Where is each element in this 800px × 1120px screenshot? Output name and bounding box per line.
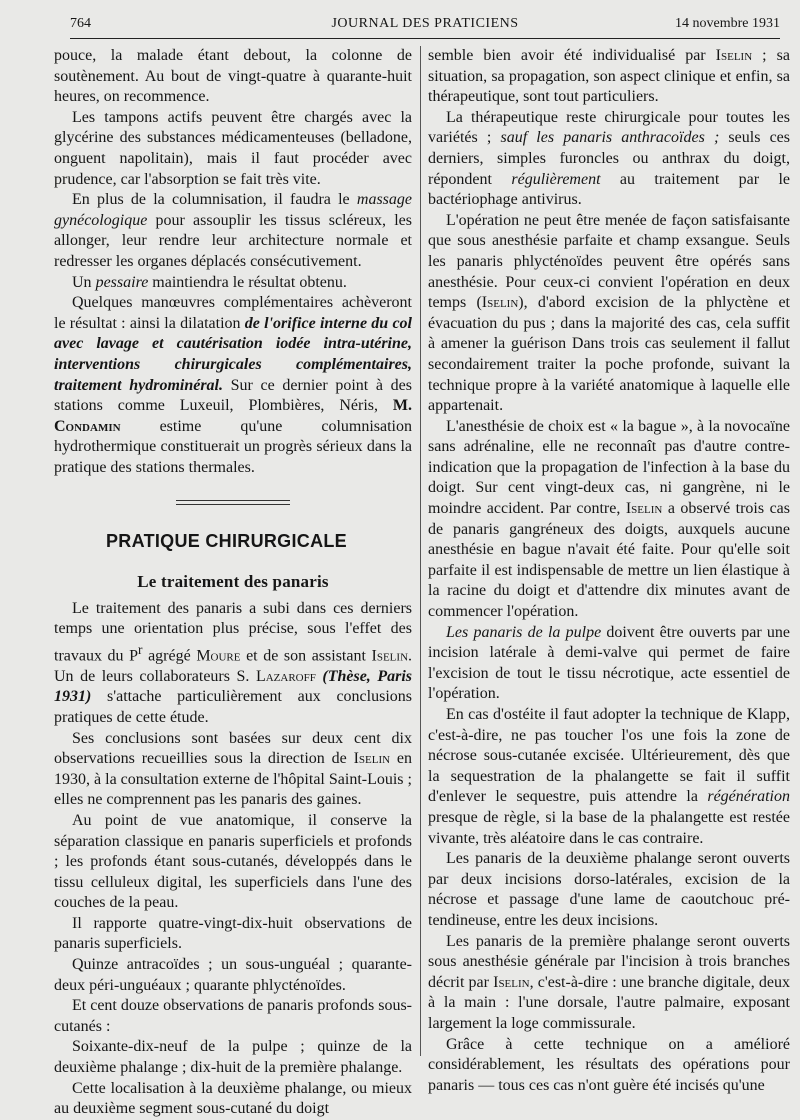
paragraph: semble bien avoir été individualisé par Iselin ; sa situation, sa propagation, son aspect clinique et enfin, sa thérapeutique, sont tout particuliers. bbox=[428, 47, 790, 106]
paragraph: Il rapporte quatre-vingt-dix-huit observations de panaris superficiels. bbox=[54, 914, 412, 953]
paragraph: Au point de vue anatomique, il conserve la séparation classique en panaris superficiels et profonds ; les profonds étant sous-cutanés, développés dans le tissu celluleux digital, les superficiels dans l'une des couches de la peau. bbox=[54, 811, 412, 912]
paragraph: Un pessaire maintiendra le résultat obtenu. bbox=[72, 273, 347, 291]
article-title: Le traitement des panaris bbox=[137, 572, 329, 592]
right-column bbox=[428, 46, 790, 1096]
section-title: PRATIQUE CHIRURGICALE bbox=[106, 531, 347, 552]
paragraph: Quelques manœuvres complémentaires achèveront le résultat : ainsi la dilatation de l'orifice interne du col avec lavage et cautérisation iodée intra-utérine, interventions chirurgicales complémentaires, traitement hydrominéral. Sur ce dernier point à des stations comme Luxeuil, Plombières, Néris, M. Condamin estime qu'une columnisation hydrothermique constituerait un progrès sérieux dans la pratique des stations thermales. bbox=[54, 294, 413, 476]
issue-date: 14 novembre 1931 bbox=[675, 16, 780, 31]
paragraph: pouce, la malade étant debout, la colonne de soutènement. Au bout de vingt-quatre à quarante-huit heures, on recommence. bbox=[54, 47, 412, 106]
paragraph: L'anesthésie de choix est « la bague », à la novocaïne sans adrénaline, elle ne reconnaît pas d'autre contre-indication que la propagation de l'infection à la base du doigt. Sur cent vingt-deux cas, ni gangrène, ni le moindre accident. Par contre, Iselin a observé trois cas de panaris gangréneux des doigts, auxquels aucune anesthésie en bague n'avait été faite. Pour qu'elle soit parfaite il est indispensable de mettre un lien élastique à la racine du doigt et d'attendre dix minutes avant de commencer l'opération. bbox=[428, 417, 790, 621]
paragraph: Le traitement des panaris a subi dans ces derniers temps une orientation plus précise, sous l'effet des travaux du $P^r$ agrégé Moure et de son assistant Iselin. Un de leurs collaborateurs S. Lazaroff (Thèse, Paris 1931) s'attache particulièrement aux conclusions pratiques de cette étude. bbox=[54, 599, 413, 726]
paragraph: Les panaris de la première phalange seront ouverts sous anesthésie générale par l'incision à trois branches décrit par Iselin, c'est-à-dire : une branche digitale, deux à la main : l'une dorsale, l'autre palmaire, exposant largement la loge commissurale. bbox=[428, 932, 791, 1032]
paragraph: L'opération ne peut être menée de façon satisfaisante que sous anesthésie parfaite et champ exsangue. Seuls les panaris phlycténoïdes peuvent être opérés sans anesthésie. Pour ceux-ci convient l'opération en deux temps (Iselin), d'abord excision de la phlyctène et évacuation du pus ; dans la majorité des cas, cela suffit à amener la guérison Dans trois cas seulement il fallut secondairement traiter la poche profonde, suivant la technique propre à la variété anatomique à laquelle elle appartenait. bbox=[428, 211, 790, 415]
paragraph: Les panaris de la deuxième phalange seront ouverts par deux incisions dorso-latérales, excision de la nécrose et passage d'une lame de caoutchouc pré-tendineuse, entre les deux incisions. bbox=[428, 850, 790, 929]
paragraph: Les tampons actifs peuvent être chargés avec la glycérine des substances médicamenteuses (belladone, onguent napolitain), mais il faut procéder avec prudence, car l'absorption se fait très vite. bbox=[54, 108, 412, 188]
page-header bbox=[70, 14, 780, 39]
paragraph: En plus de la columnisation, il faudra le massage gynécologique pour assouplir les tissus scléreux, les allonger, leur rendre leur architecture normale et redresser les organes déplacés consécutivement. bbox=[54, 191, 412, 270]
left-column bbox=[54, 46, 412, 1120]
paragraph: La thérapeutique reste chirurgicale pour toutes les variétés ; sauf les panaris anthracoïdes ; seuls ces derniers, simples furoncles ou anthrax du doigt, répondent régulièrement au traitement par le bactériophage antivirus. bbox=[428, 108, 791, 209]
paragraph: Soixante-dix-neuf de la pulpe ; quinze de la deuxième phalange ; dix-huit de la première phalange. bbox=[54, 1038, 412, 1077]
paragraph: Cette localisation à la deuxième phalange, ou mieux au deuxième segment sous-cutané du doigt bbox=[54, 1079, 412, 1118]
column-divider bbox=[420, 46, 421, 1056]
page-number: 764 bbox=[70, 16, 91, 31]
paragraph: Les panaris de la pulpe doivent être ouverts par une incision latérale à demi-valve qui permet de faire l'excision de tout le tissu nécrotique, acte essentiel de l'opération. bbox=[428, 623, 790, 703]
paragraph: Ses conclusions sont basées sur deux cent dix observations recueillies sous la direction de Iselin en 1930, à la consultation externe de l'hôpital Saint-Louis ; elles ne comprennent pas les panaris des gaines. bbox=[54, 729, 412, 809]
paragraph: Grâce à cette technique on a amélioré considérablement, les résultats des opérations pour panaris — tous ces cas n'ont guère été incisés qu'une bbox=[428, 1035, 790, 1094]
paragraph: Quinze antracoïdes ; un sous-unguéal ; quarante-deux péri-unguéaux ; quarante phlycténoïdes. bbox=[54, 956, 412, 994]
paragraph: Et cent douze observations de panaris profonds sous-cutanés : bbox=[54, 997, 412, 1035]
section-divider bbox=[176, 500, 290, 505]
paragraph: En cas d'ostéite il faut adopter la technique de Klapp, c'est-à-dire, ne pas toucher l'os une fois la zone de nécrose sous-cutanée excisée. Ultérieurement, dès que la sequestration de la phalangette se fait il suffit d'enlever le sequestre, puis attendre la régénération presque de règle, si la base de la phalangette est restée vivante, très aléatoire dans le cas contraire. bbox=[428, 706, 790, 847]
journal-title: JOURNAL DES PRATICIENS bbox=[331, 16, 519, 31]
